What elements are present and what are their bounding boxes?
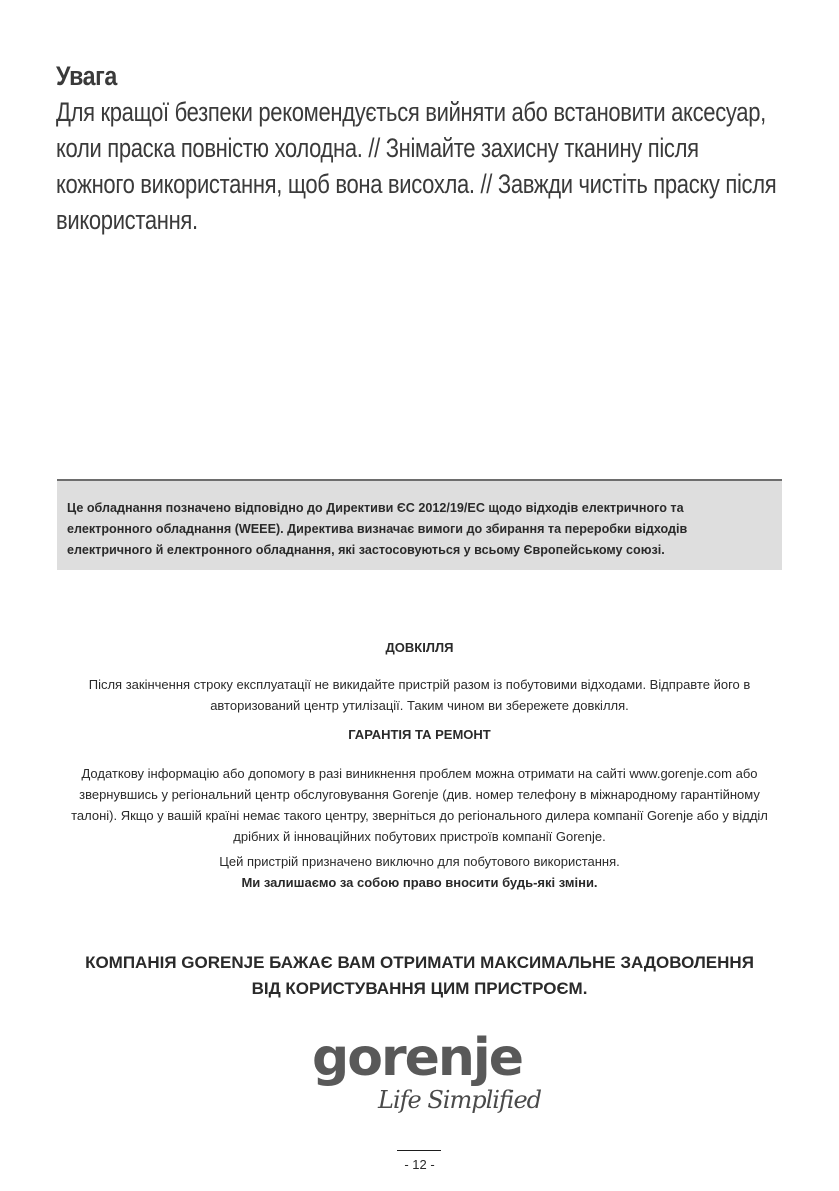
weee-notice-text: Це обладнання позначено відповідно до Директиви ЄС 2012/19/ЕС щодо відходів електричного та електронного обладнання (WEEE). Директива визначає вимоги до збирання та переробки відходів електричного й електронного обладнання, які застосовуються у всьому Європейському союзі. <box>67 501 688 557</box>
household-use-note: Цей пристрій призначено виключно для побутового використання. <box>219 854 620 869</box>
warning-title: Увага <box>56 61 117 91</box>
changes-reserved-note: Ми залишаємо за собою право вносити будь-які зміни. <box>241 875 598 890</box>
warning-text: Для кращої безпеки рекомендується вийняти або встановити аксесуар, коли праска повністю холодна. // Знімайте захисну тканину після кожного використання, щоб вона висохла. // Завжди чистіть праску після використання. <box>56 97 777 235</box>
gorenje-logo <box>312 1028 552 1128</box>
page-number: - 12 - <box>404 1157 435 1172</box>
warranty-heading: ГАРАНТІЯ ТА РЕМОНТ <box>348 727 491 742</box>
closing-message: КОМПАНІЯ GORENJE БАЖАЄ ВАМ ОТРИМАТИ МАКСИМАЛЬНЕ ЗАДОВОЛЕННЯ ВІД КОРИСТУВАННЯ ЦИМ ПРИСТРОЄМ. <box>85 953 754 998</box>
weee-notice-box <box>57 479 782 570</box>
warning-section <box>56 60 786 238</box>
logo-wordmark: gorenje <box>312 1028 522 1088</box>
footer-divider <box>397 1150 441 1151</box>
logo-tagline: Life Simplified <box>378 1086 542 1114</box>
environment-text: Після закінчення строку експлуатації не викидайте пристрій разом із побутовими відходами. Відправте його в авторизований центр утилізації. Таким чином ви збережете довкілля. <box>88 677 751 713</box>
warranty-text: Додаткову інформацію або допомогу в разі виникнення проблем можна отримати на сайті www.gorenje.com або звернувшись у регіональний центр обслуговування Gorenje (див. номер телефону в міжнародному гарантійному талоні). Якщо у вашій країні немає такого центру, зверніться до регіонального дилера компанії Gorenje або у відділ дрібних й інноваційних побутових пристроїв компанії Gorenje. <box>71 766 768 844</box>
environment-heading: ДОВКІЛЛЯ <box>385 640 454 655</box>
